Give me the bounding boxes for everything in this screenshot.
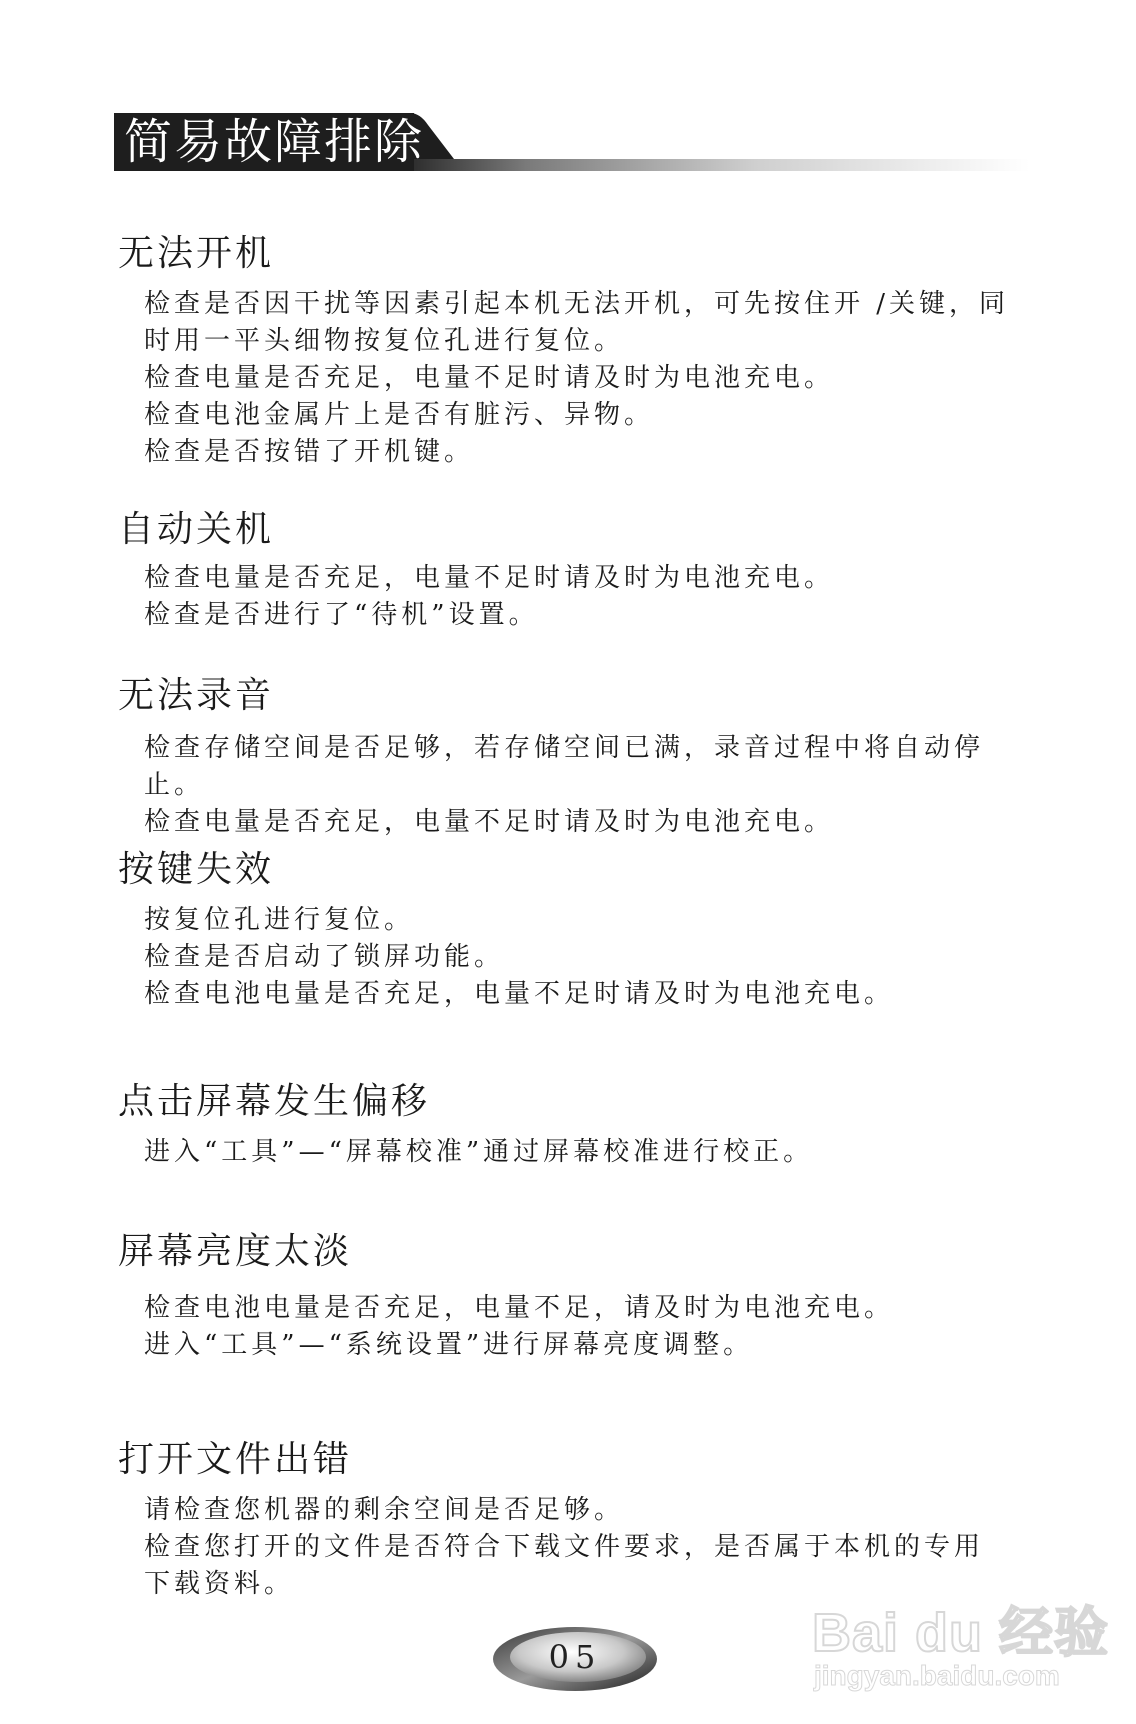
section-keys-not-working xyxy=(118,848,1038,1013)
section-file-open-error xyxy=(118,1438,1038,1603)
body-line: 按复位孔进行复位。 xyxy=(144,905,415,935)
page-number-badge xyxy=(490,1624,660,1694)
body-line: 检查电池电量是否充足，电量不足时请及时为电池充电。 xyxy=(144,979,895,1009)
body-line: 检查是否进行了“待机”设置。 xyxy=(144,600,539,630)
section-heading: 屏幕亮度太淡 xyxy=(118,1231,353,1272)
page-title: 简易故障排除 xyxy=(124,114,425,170)
body-line: 检查电池金属片上是否有脏污、异物。 xyxy=(144,400,655,430)
section-heading: 按键失效 xyxy=(118,849,275,890)
section-screen-brightness xyxy=(118,1230,1038,1364)
body-line: 检查是否按错了开机键。 xyxy=(144,437,475,467)
body-line: 下载资料。 xyxy=(144,1569,295,1599)
body-line: 进入“工具”—“系统设置”进行屏幕亮度调整。 xyxy=(144,1330,754,1360)
section-touch-offset xyxy=(118,1080,1038,1171)
section-cannot-power-on xyxy=(118,232,1038,471)
watermark-logo: Bai du 经验 xyxy=(812,1603,1110,1663)
section-auto-shutdown xyxy=(118,508,1038,634)
body-line: 请检查您机器的剩余空间是否足够。 xyxy=(144,1495,625,1525)
page-number: 05 xyxy=(548,1638,602,1676)
section-heading: 自动关机 xyxy=(118,509,275,550)
body-line: 检查电量是否充足，电量不足时请及时为电池充电。 xyxy=(144,363,835,393)
body-line: 检查电量是否充足，电量不足时请及时为电池充电。 xyxy=(144,563,835,593)
section-heading: 点击屏幕发生偏移 xyxy=(118,1081,431,1122)
section-cannot-record xyxy=(118,674,1038,841)
body-line: 检查您打开的文件是否符合下载文件要求，是否属于本机的专用 xyxy=(144,1532,985,1562)
body-line: 检查电量是否充足，电量不足时请及时为电池充电。 xyxy=(144,807,835,837)
section-heading: 无法开机 xyxy=(118,233,275,274)
watermark-url: jingyan.baidu.com xyxy=(814,1660,1060,1691)
body-line: 进入“工具”—“屏幕校准”通过屏幕校准进行校正。 xyxy=(144,1137,814,1167)
body-line: 检查电池电量是否充足，电量不足，请及时为电池充电。 xyxy=(144,1293,895,1323)
watermark xyxy=(812,1590,1112,1710)
body-line: 检查是否因干扰等因素引起本机无法开机，可先按住开 /关键，同 xyxy=(144,289,1010,319)
body-line: 检查存储空间是否足够，若存储空间已满，录音过程中将自动停止。 xyxy=(144,733,985,800)
body-line: 时用一平头细物按复位孔进行复位。 xyxy=(144,326,625,356)
section-heading: 打开文件出错 xyxy=(118,1439,353,1480)
section-heading: 无法录音 xyxy=(118,675,275,716)
section-header-bar xyxy=(114,113,1030,171)
body-line: 检查是否启动了锁屏功能。 xyxy=(144,942,505,972)
